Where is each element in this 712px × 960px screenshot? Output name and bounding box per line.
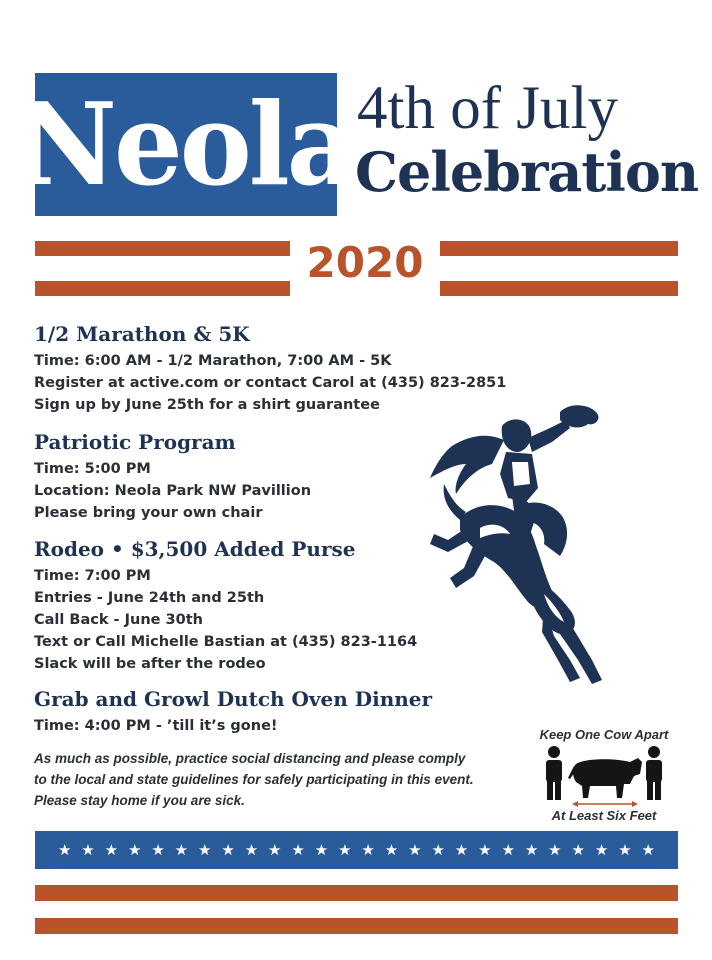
title-box — [18, 73, 354, 216]
year-label: 2020 — [306, 238, 424, 287]
star-icon: ★ — [151, 840, 165, 859]
star-icon: ★ — [244, 840, 259, 859]
stripe-right-top — [440, 241, 678, 256]
distancing-graphic — [540, 744, 670, 808]
bottom-stripe-2 — [35, 918, 678, 934]
section-line: Call Back - June 30th — [34, 612, 203, 628]
section-line: Location: Neola Park NW Pavillion — [34, 483, 312, 499]
star-icon: ★ — [174, 840, 189, 859]
notice-line: Please stay home if you are sick. — [34, 793, 245, 808]
star-icon: ★ — [478, 840, 492, 859]
star-band — [35, 831, 678, 869]
stripe-right-bottom — [440, 281, 678, 296]
star-icon: ★ — [338, 840, 352, 859]
star-icon: ★ — [127, 840, 142, 859]
star-icon: ★ — [384, 840, 399, 859]
headline-line1: 4th of July — [357, 75, 618, 142]
section-line: Text or Call Michelle Bastian at (435) 823-1164 — [34, 634, 418, 650]
town-title: Neola — [18, 78, 354, 211]
star-icon: ★ — [198, 840, 212, 859]
section-line: Register at active.com or contact Carol at (435) 823-2851 — [34, 375, 507, 391]
star-icon: ★ — [408, 840, 422, 859]
person-icon — [646, 746, 662, 800]
section-title: Grab and Growl Dutch Oven Dinner — [34, 687, 433, 711]
section-line: Time: 4:00 PM - ’till it’s gone! — [34, 718, 278, 734]
section-line: Sign up by June 25th for a shirt guarantee — [34, 397, 380, 413]
star-icon: ★ — [524, 840, 539, 859]
star-icon: ★ — [81, 840, 95, 859]
section-title: Rodeo • $3,500 Added Purse — [34, 537, 356, 561]
section-title: Patriotic Program — [34, 430, 236, 454]
star-icon: ★ — [548, 840, 562, 859]
star-icon: ★ — [291, 840, 305, 859]
star-icon: ★ — [431, 840, 445, 859]
stripe-left-top — [35, 241, 290, 256]
star-icon: ★ — [594, 840, 609, 859]
section-line: Time: 5:00 PM — [34, 461, 151, 477]
star-icon: ★ — [361, 840, 375, 859]
notice-line: As much as possible, practice social distancing and please comply — [34, 751, 466, 766]
section-dinner — [34, 687, 534, 737]
section-line: Slack will be after the rodeo — [34, 656, 266, 672]
star-icon: ★ — [314, 840, 329, 859]
person-icon — [546, 746, 562, 800]
star-icon: ★ — [571, 840, 585, 859]
star-icon: ★ — [104, 840, 119, 859]
social-distancing-notice — [34, 748, 534, 811]
star-icon: ★ — [501, 840, 515, 859]
section-title: 1/2 Marathon & 5K — [34, 322, 250, 346]
section-line: Entries - June 24th and 25th — [34, 590, 265, 606]
notice-line: to the local and state guidelines for safely participating in this event. — [34, 772, 474, 787]
star-icon: ★ — [57, 840, 72, 859]
section-line: Time: 7:00 PM — [34, 568, 151, 584]
distance-arrow-icon — [572, 801, 638, 807]
bottom-stripe-1 — [35, 885, 678, 901]
star-icon: ★ — [641, 840, 655, 859]
star-icon: ★ — [268, 840, 282, 859]
bronc-rider-icon — [420, 398, 620, 690]
keep-apart-label: Keep One Cow Apart — [539, 727, 669, 742]
headline-line2: Celebration — [355, 140, 699, 204]
section-line: Please bring your own chair — [34, 505, 263, 521]
cow-icon — [568, 758, 642, 798]
six-feet-label: At Least Six Feet — [551, 808, 657, 823]
star-icon: ★ — [221, 840, 235, 859]
star-icon: ★ — [454, 840, 469, 859]
section-line: Time: 6:00 AM - 1/2 Marathon, 7:00 AM - 5K — [34, 353, 392, 369]
star-icon: ★ — [618, 840, 632, 859]
stripe-left-bottom — [35, 281, 290, 296]
